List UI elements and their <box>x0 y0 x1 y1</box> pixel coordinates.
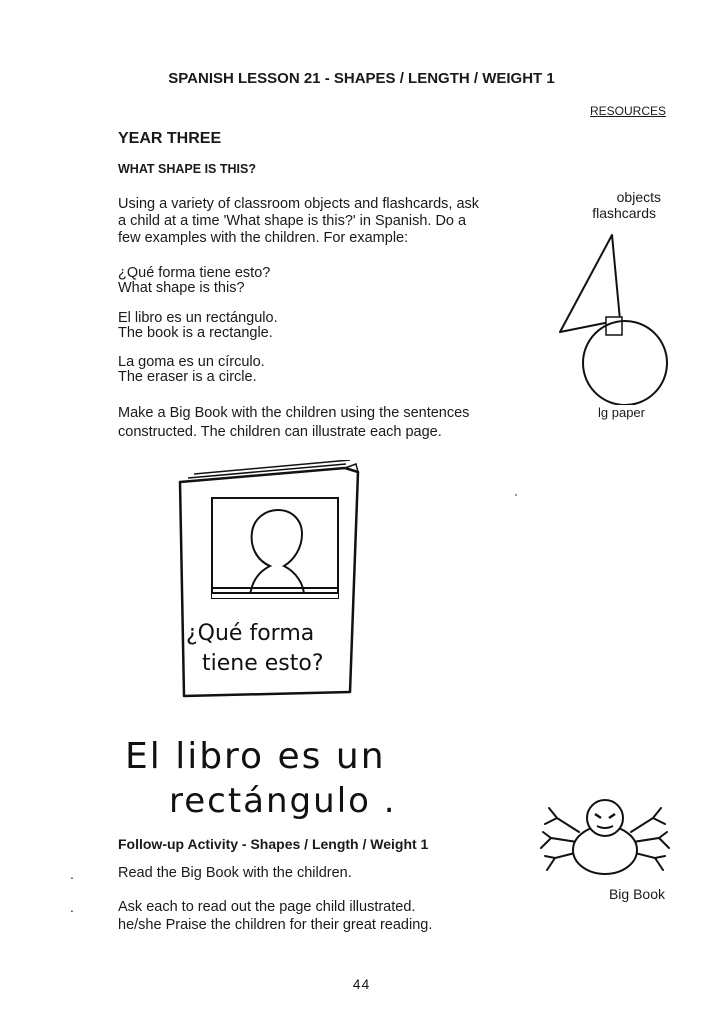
circle-shape <box>583 321 667 405</box>
book-illustration <box>170 460 370 700</box>
speck <box>515 494 517 496</box>
followup-item-1: Read the Big Book with the children. <box>118 865 352 881</box>
intro-line: a child at a time 'What shape is this?' in Spanish. Do a <box>118 213 467 229</box>
spider-head <box>587 800 623 836</box>
example-english: The eraser is a circle. <box>118 369 257 385</box>
example-spanish: El libro es un rectángulo. <box>118 310 278 326</box>
spacer-3 <box>212 599 338 601</box>
shapes-drawing <box>550 230 680 405</box>
book-divider-gap <box>212 594 338 598</box>
bullet-marker: . <box>70 866 74 882</box>
spider-leg <box>545 808 579 832</box>
book-text-line1: ¿Qué forma <box>186 621 315 646</box>
followup-line: he/she Praise the children for their great reading. <box>118 917 433 933</box>
handwritten-caption <box>125 728 465 820</box>
intro-line: Using a variety of classroom objects and flashcards, ask <box>118 196 480 212</box>
book-text-line2: tiene esto? <box>202 651 324 676</box>
followup-heading: Follow-up Activity - Shapes / Length / Weight 1 <box>118 836 429 852</box>
resource-objects: objects <box>616 189 661 205</box>
resource-flashcards: flashcards <box>592 205 656 221</box>
book-divider-line-2 <box>212 592 338 594</box>
spider-leg <box>541 832 577 848</box>
example-2 <box>118 311 528 341</box>
resources-heading: RESOURCES <box>589 104 666 118</box>
spider-leg <box>633 832 669 848</box>
spider-leg <box>631 808 665 832</box>
bigbook-paragraph <box>118 404 548 442</box>
example-spanish: La goma es un círculo. <box>118 354 265 370</box>
book-divider-line <box>212 587 338 589</box>
section-heading: WHAT SHAPE IS THIS? <box>118 162 256 176</box>
spider-icon <box>535 790 675 880</box>
intro-paragraph <box>118 196 528 247</box>
handwritten-line2: rectángulo . <box>169 781 397 820</box>
bigbook-line: constructed. The children can illustrate each page. <box>118 424 442 440</box>
triangle-tab <box>606 317 622 335</box>
example-english: The book is a rectangle. <box>118 325 273 341</box>
resource-big-book: Big Book <box>608 886 665 902</box>
year-heading: YEAR THREE <box>118 130 222 147</box>
example-1 <box>118 266 528 296</box>
example-3 <box>118 355 528 385</box>
followup-item-2 <box>118 898 548 934</box>
intro-line: few examples with the children. For example: <box>118 230 409 246</box>
example-english: What shape is this? <box>118 280 245 296</box>
page-number: 44 <box>352 976 371 992</box>
resource-paper: lg paper <box>598 405 645 420</box>
followup-line: Ask each to read out the page child illustrated. <box>118 899 416 915</box>
bullet-marker: . <box>70 899 74 915</box>
page-title: SPANISH LESSON 21 - SHAPES / LENGTH / WEIGHT 1 <box>168 70 555 87</box>
bigbook-line: Make a Big Book with the children using the sentences <box>118 405 470 421</box>
example-spanish: ¿Qué forma tiene esto? <box>118 265 271 281</box>
handwritten-line1: El libro es un <box>125 736 386 777</box>
